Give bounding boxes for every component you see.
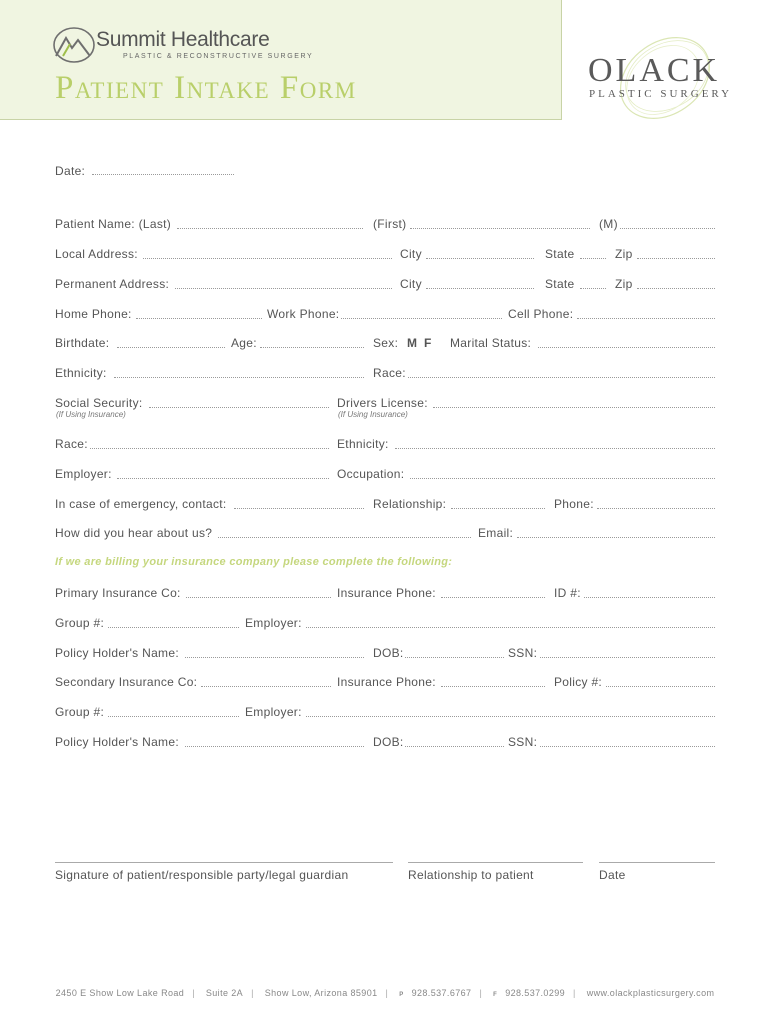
emergency-phone-field[interactable] xyxy=(597,508,715,509)
age-label: Age: xyxy=(231,336,257,350)
race-field[interactable] xyxy=(408,377,715,378)
emergency-relationship-field[interactable] xyxy=(451,508,545,509)
local-zip-label: Zip xyxy=(615,247,633,261)
primary-policy-holder-label: Policy Holder's Name: xyxy=(55,646,179,660)
signature-label: Signature of patient/responsible party/legal guardian xyxy=(55,868,349,882)
ethnicity-field[interactable] xyxy=(114,377,364,378)
date-field[interactable] xyxy=(92,174,234,175)
patient-first-name-label: (First) xyxy=(373,217,407,231)
signature-field[interactable] xyxy=(55,862,393,863)
relationship-to-patient-field[interactable] xyxy=(408,862,583,863)
footer-fax-tag: F xyxy=(493,992,498,998)
primary-ssn-field[interactable] xyxy=(540,657,715,658)
primary-employer-field[interactable] xyxy=(306,627,715,628)
social-security-field[interactable] xyxy=(149,407,329,408)
primary-policy-holder-field[interactable] xyxy=(185,657,364,658)
footer-fax: 928.537.0299 xyxy=(505,988,566,998)
patient-first-name-field[interactable] xyxy=(410,228,590,229)
primary-ssn-label: SSN: xyxy=(508,646,538,660)
emergency-relationship-label: Relationship: xyxy=(373,497,447,511)
footer-website-link[interactable]: www.olackplasticsurgery.com xyxy=(586,988,715,998)
secondary-group-field[interactable] xyxy=(108,716,239,717)
primary-dob-label: DOB: xyxy=(373,646,404,660)
work-phone-label: Work Phone: xyxy=(267,307,340,321)
secondary-insurance-phone-field[interactable] xyxy=(441,686,545,687)
drivers-license-label: Drivers License: xyxy=(337,396,428,410)
home-phone-label: Home Phone: xyxy=(55,307,132,321)
secondary-insurance-label: Secondary Insurance Co: xyxy=(55,675,198,689)
secondary-employer-label: Employer: xyxy=(245,705,302,719)
secondary-policy-field[interactable] xyxy=(606,686,715,687)
occupation-field[interactable] xyxy=(410,478,715,479)
permanent-address-label: Permanent Address: xyxy=(55,277,170,291)
occupation-label: Occupation: xyxy=(337,467,405,481)
header-panel xyxy=(0,0,562,120)
secondary-dob-label: DOB: xyxy=(373,735,404,749)
emergency-contact-label: In case of emergency, contact: xyxy=(55,497,227,511)
social-security-label: Social Security: xyxy=(55,396,143,410)
drivers-license-field[interactable] xyxy=(433,407,715,408)
birthdate-label: Birthdate: xyxy=(55,336,110,350)
marital-status-field[interactable] xyxy=(538,347,715,348)
ethnicity-2-field[interactable] xyxy=(395,448,715,449)
secondary-ssn-label: SSN: xyxy=(508,735,538,749)
primary-group-field[interactable] xyxy=(108,627,239,628)
cell-phone-field[interactable] xyxy=(577,318,715,319)
patient-last-name-field[interactable] xyxy=(177,228,363,229)
age-field[interactable] xyxy=(260,347,364,348)
footer: 2450 E Show Low Lake Road | Suite 2A | Show Low, Arizona 85901 | P 928.537.6767 | F 928.537.0299 | www.olackplasticsurgery.com xyxy=(55,988,715,998)
secondary-policy-holder-field[interactable] xyxy=(185,746,364,747)
relationship-to-patient-label: Relationship to patient xyxy=(408,868,534,882)
primary-insurance-label: Primary Insurance Co: xyxy=(55,586,181,600)
local-address-field[interactable] xyxy=(143,258,392,259)
brand-name: Summit Healthcare xyxy=(96,28,270,51)
primary-dob-field[interactable] xyxy=(405,657,504,658)
secondary-policy-holder-label: Policy Holder's Name: xyxy=(55,735,179,749)
summit-mountain-logo-icon xyxy=(52,26,96,64)
sex-option-m[interactable]: M xyxy=(407,336,418,350)
local-address-label: Local Address: xyxy=(55,247,138,261)
billing-note: If we are billing your insurance company please complete the following: xyxy=(55,556,453,568)
local-city-label: City xyxy=(400,247,422,261)
local-state-label: State xyxy=(545,247,575,261)
employer-label: Employer: xyxy=(55,467,112,481)
race-label: Race: xyxy=(373,366,406,380)
primary-id-field[interactable] xyxy=(584,597,715,598)
footer-suite: Suite 2A xyxy=(205,988,244,998)
home-phone-field[interactable] xyxy=(136,318,262,319)
email-label: Email: xyxy=(478,526,514,540)
primary-group-label: Group #: xyxy=(55,616,105,630)
sex-label: Sex: xyxy=(373,336,399,350)
footer-city: Show Low, Arizona 85901 xyxy=(264,988,378,998)
ethnicity-label: Ethnicity: xyxy=(55,366,107,380)
race-2-field[interactable] xyxy=(90,448,329,449)
work-phone-field[interactable] xyxy=(341,318,502,319)
local-zip-field[interactable] xyxy=(637,258,715,259)
secondary-dob-field[interactable] xyxy=(405,746,504,747)
secondary-insurance-phone-label: Insurance Phone: xyxy=(337,675,436,689)
primary-insurance-phone-field[interactable] xyxy=(441,597,545,598)
drivers-license-note: (If Using Insurance) xyxy=(338,410,408,419)
page-title: Patient Intake Form xyxy=(55,70,357,106)
email-field[interactable] xyxy=(517,537,715,538)
permanent-city-label: City xyxy=(400,277,422,291)
primary-insurance-phone-label: Insurance Phone: xyxy=(337,586,436,600)
hear-about-field[interactable] xyxy=(218,537,471,538)
permanent-zip-field[interactable] xyxy=(637,288,715,289)
local-state-field[interactable] xyxy=(580,258,606,259)
olack-logo-subtitle: PLASTIC SURGERY xyxy=(589,88,733,100)
emergency-phone-label: Phone: xyxy=(554,497,594,511)
local-city-field[interactable] xyxy=(426,258,534,259)
secondary-policy-label: Policy #: xyxy=(554,675,603,689)
secondary-employer-field[interactable] xyxy=(306,716,715,717)
patient-middle-initial-field[interactable] xyxy=(620,228,715,229)
olack-logo-name: OLACK xyxy=(588,52,721,89)
date-label: Date: xyxy=(55,164,86,178)
primary-employer-label: Employer: xyxy=(245,616,302,630)
secondary-insurance-field[interactable] xyxy=(201,686,331,687)
primary-id-label: ID #: xyxy=(554,586,581,600)
primary-insurance-field[interactable] xyxy=(186,597,331,598)
footer-phone: 928.537.6767 xyxy=(411,988,472,998)
employer-field[interactable] xyxy=(117,478,329,479)
permanent-zip-label: Zip xyxy=(615,277,633,291)
emergency-contact-field[interactable] xyxy=(234,508,364,509)
footer-address: 2450 E Show Low Lake Road xyxy=(55,988,185,998)
birthdate-field[interactable] xyxy=(117,347,225,348)
brand-subtitle: PLASTIC & RECONSTRUCTIVE SURGERY xyxy=(123,53,314,60)
signature-date-field[interactable] xyxy=(599,862,715,863)
permanent-address-field[interactable] xyxy=(175,288,392,289)
hear-about-label: How did you hear about us? xyxy=(55,526,213,540)
permanent-city-field[interactable] xyxy=(426,288,534,289)
ethnicity-2-label: Ethnicity: xyxy=(337,437,389,451)
cell-phone-label: Cell Phone: xyxy=(508,307,574,321)
footer-phone-tag: P xyxy=(399,992,404,998)
permanent-state-label: State xyxy=(545,277,575,291)
secondary-ssn-field[interactable] xyxy=(540,746,715,747)
secondary-group-label: Group #: xyxy=(55,705,105,719)
patient-last-name-label: Patient Name: (Last) xyxy=(55,217,172,231)
signature-date-label: Date xyxy=(599,868,626,882)
patient-middle-initial-label: (M) xyxy=(599,217,618,231)
social-security-note: (If Using Insurance) xyxy=(56,410,126,419)
race-2-label: Race: xyxy=(55,437,88,451)
permanent-state-field[interactable] xyxy=(580,288,606,289)
sex-option-f[interactable]: F xyxy=(424,336,432,350)
marital-status-label: Marital Status: xyxy=(450,336,532,350)
